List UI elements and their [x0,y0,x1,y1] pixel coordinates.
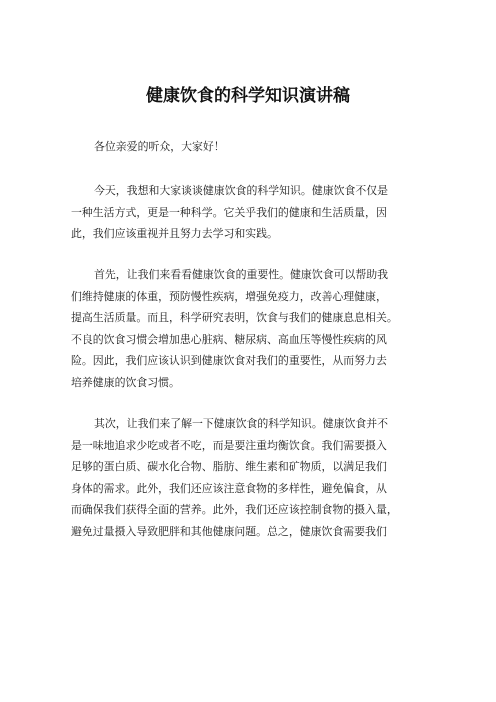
paragraph-line: 今天，我想和大家谈谈健康饮食的科学知识。健康饮食不仅是 [94,184,389,197]
paragraph-line: 避免过量摄入导致肥胖和其他健康问题。总之，健康饮食需要我们 [71,524,387,538]
paragraph-line: 一种生活方式，更是一种科学。它关乎我们的健康和生活质量，因 [71,205,387,219]
paragraph-line: 险。因此，我们应该认识到健康饮食对我们的重要性，从而努力去 [71,354,387,367]
paragraph-line: 首先，让我们来看看健康饮食的重要性。健康饮食可以帮助我 [94,268,389,281]
paragraph-line: 们维持健康的体重，预防慢性疾病，增强免疫力，改善心理健康， [71,289,387,303]
knowledge-paragraph [71,413,431,542]
importance-paragraph [71,264,431,393]
paragraph-line: 身体的需求。此外，我们还应该注意食物的多样性，避免偏食，从 [71,481,387,495]
paragraph-line: 是一味地追求少吃或者不吃，而是要注重均衡饮食。我们需要摄入 [71,438,387,452]
document-title: 健康饮食的科学知识演讲稿 [146,86,350,106]
paragraph-line: 而确保我们获得全面的营养。此外，我们还应该控制食物的摄入量， [71,503,398,516]
paragraph-line: 不良的饮食习惯会增加患心脏病、糖尿病、高血压等慢性疾病的风 [71,332,387,346]
paragraph-line: 此，我们应该重视并且努力去学习和实践。 [71,227,278,240]
paragraph-line: 培养健康的饮食习惯。 [71,375,180,389]
greeting-paragraph [71,136,431,158]
paragraph-line: 足够的蛋白质、碳水化合物、脂肪、维生素和矿物质，以满足我们 [71,460,387,473]
paragraph-line: 各位亲爱的听众，大家好！ [94,140,225,153]
paragraph-line: 其次，让我们来了解一下健康饮食的科学知识。健康饮食并不 [94,417,389,430]
intro-paragraph [71,180,431,245]
paragraph-line: 提高生活质量。而且，科学研究表明，饮食与我们的健康息息相关。 [71,311,398,324]
